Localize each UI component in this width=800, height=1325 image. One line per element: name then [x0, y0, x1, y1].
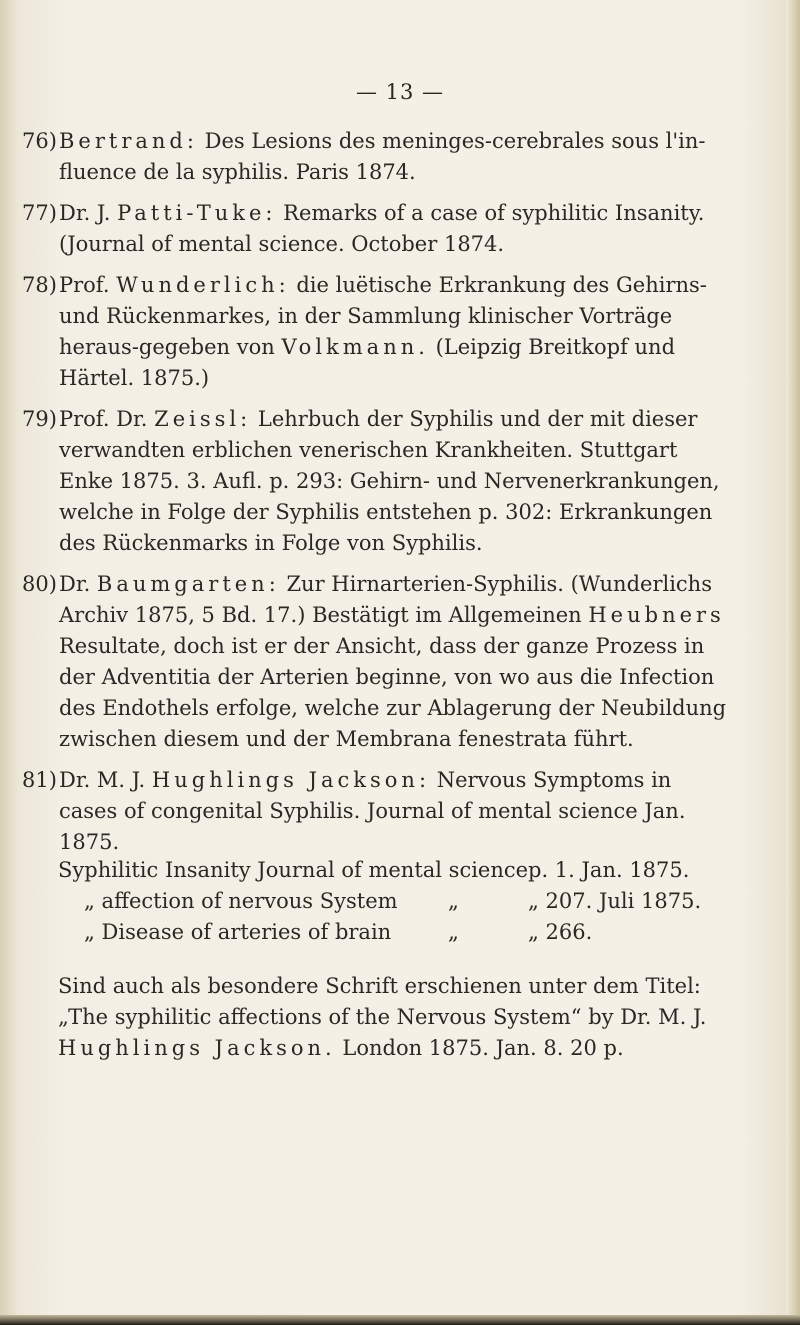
entry-number: 78) — [22, 273, 57, 297]
article-title: Syphilitic Insanity Journal of mental science — [58, 858, 529, 882]
table-row — [58, 886, 748, 917]
entry-editor: Volkmann. — [281, 335, 429, 359]
page-bottom-edge — [0, 1315, 800, 1325]
article-reference: „ 207. Juli 1875. — [528, 889, 702, 913]
entry-text: Remarks of a case of syphilitic Insanity. (Journal of mental science. October 1874. — [59, 201, 705, 256]
entry-text-cont: (Leipzig Breitkopf und Härtel. 1875.) — [59, 335, 676, 390]
entry-author: Bertrand: — [59, 129, 198, 153]
bib-entry-80 — [22, 569, 730, 755]
journal-articles-table — [58, 855, 748, 948]
entry-prefix: Dr. — [59, 572, 97, 596]
page-right-edge — [786, 0, 800, 1325]
entry-prefix: Prof. Dr. — [59, 407, 155, 431]
page-number-header: — 13 — — [355, 80, 445, 104]
bib-entry-77 — [22, 198, 730, 260]
entry-prefix: Dr. M. J. — [59, 768, 152, 792]
table-row — [58, 855, 748, 886]
entry-prefix: Prof. — [59, 273, 117, 297]
entry-number: 77) — [22, 201, 57, 225]
bib-entry-78 — [22, 270, 730, 394]
ditto-mark — [448, 855, 528, 886]
entry-text: Nervous Symptoms in cases of congenital Syphilis. Journal of mental science Jan. 1875. — [59, 768, 686, 854]
table-row — [58, 917, 748, 948]
entry-text: Lehrbuch der Syphilis und der mit dieser verwandten erblichen venerischen Krankheiten. Stuttgart Enke 1875. 3. Aufl. p. 293: Gehirn- und Nervenerkrankungen, welche in Folge der Syphilis entstehen p. 302: Erkrankungen des Rückenmarks in Folge von Syphilis. — [59, 407, 720, 555]
bib-entry-81 — [22, 765, 730, 858]
entry-text: die luëtische Erkrankung des Gehirns- und Rückenmarkes, in der Sammlung klinischer Vorträge heraus-gegeben von — [59, 273, 707, 359]
entry-cited-name: Heubners — [588, 603, 725, 627]
ditto-mark: „ — [448, 920, 459, 944]
entry-author: Zeissl: — [154, 407, 252, 431]
entry-author: Patti-Tuke: — [117, 201, 277, 225]
entry-text: Des Lesions des meninges-cerebrales sous l'in-fluence de la syphilis. Paris 1874. — [59, 129, 706, 184]
article-reference: „ 266. — [528, 920, 593, 944]
closing-text-cont: London 1875. Jan. 8. 20 p. — [335, 1036, 624, 1060]
bibliography-list — [22, 126, 730, 868]
page-left-edge — [0, 0, 18, 1325]
closing-author: Hughlings Jackson. — [58, 1036, 336, 1060]
article-reference: p. 1. Jan. 1875. — [528, 858, 690, 882]
entry-number: 80) — [22, 572, 57, 596]
bib-entry-76 — [22, 126, 730, 188]
entry-prefix: Dr. J. — [59, 201, 118, 225]
article-title: „ Disease of arteries of brain — [84, 920, 392, 944]
entry-number: 79) — [22, 407, 57, 431]
closing-paragraph — [58, 971, 748, 1064]
entry-author: Hughlings Jackson: — [151, 768, 431, 792]
entry-author: Baumgarten: — [96, 572, 280, 596]
entry-number: 76) — [22, 129, 57, 153]
entry-author: Wunderlich: — [116, 273, 290, 297]
entry-text-cont: Resultate, doch ist er der Ansicht, dass der ganze Prozess in der Adventitia der Arterien beginne, von wo aus die Infection des Endothels erfolge, welche zur Ablagerung der Neubildung zwischen diesem und der Membrana fenestrata führt. — [59, 634, 727, 751]
article-title: „ affection of nervous System — [84, 889, 398, 913]
ditto-mark: „ — [448, 889, 459, 913]
closing-text: Sind auch als besondere Schrift erschienen unter dem Titel: „The syphilitic affections of the Nervous System“ by Dr. M. J. — [58, 974, 707, 1029]
entry-text: Zur Hirnarterien-Syphilis. (Wunderlichs Archiv 1875, 5 Bd. 17.) Bestätigt im Allgemeinen — [59, 572, 712, 627]
entry-number: 81) — [22, 768, 57, 792]
bib-entry-79 — [22, 404, 730, 559]
